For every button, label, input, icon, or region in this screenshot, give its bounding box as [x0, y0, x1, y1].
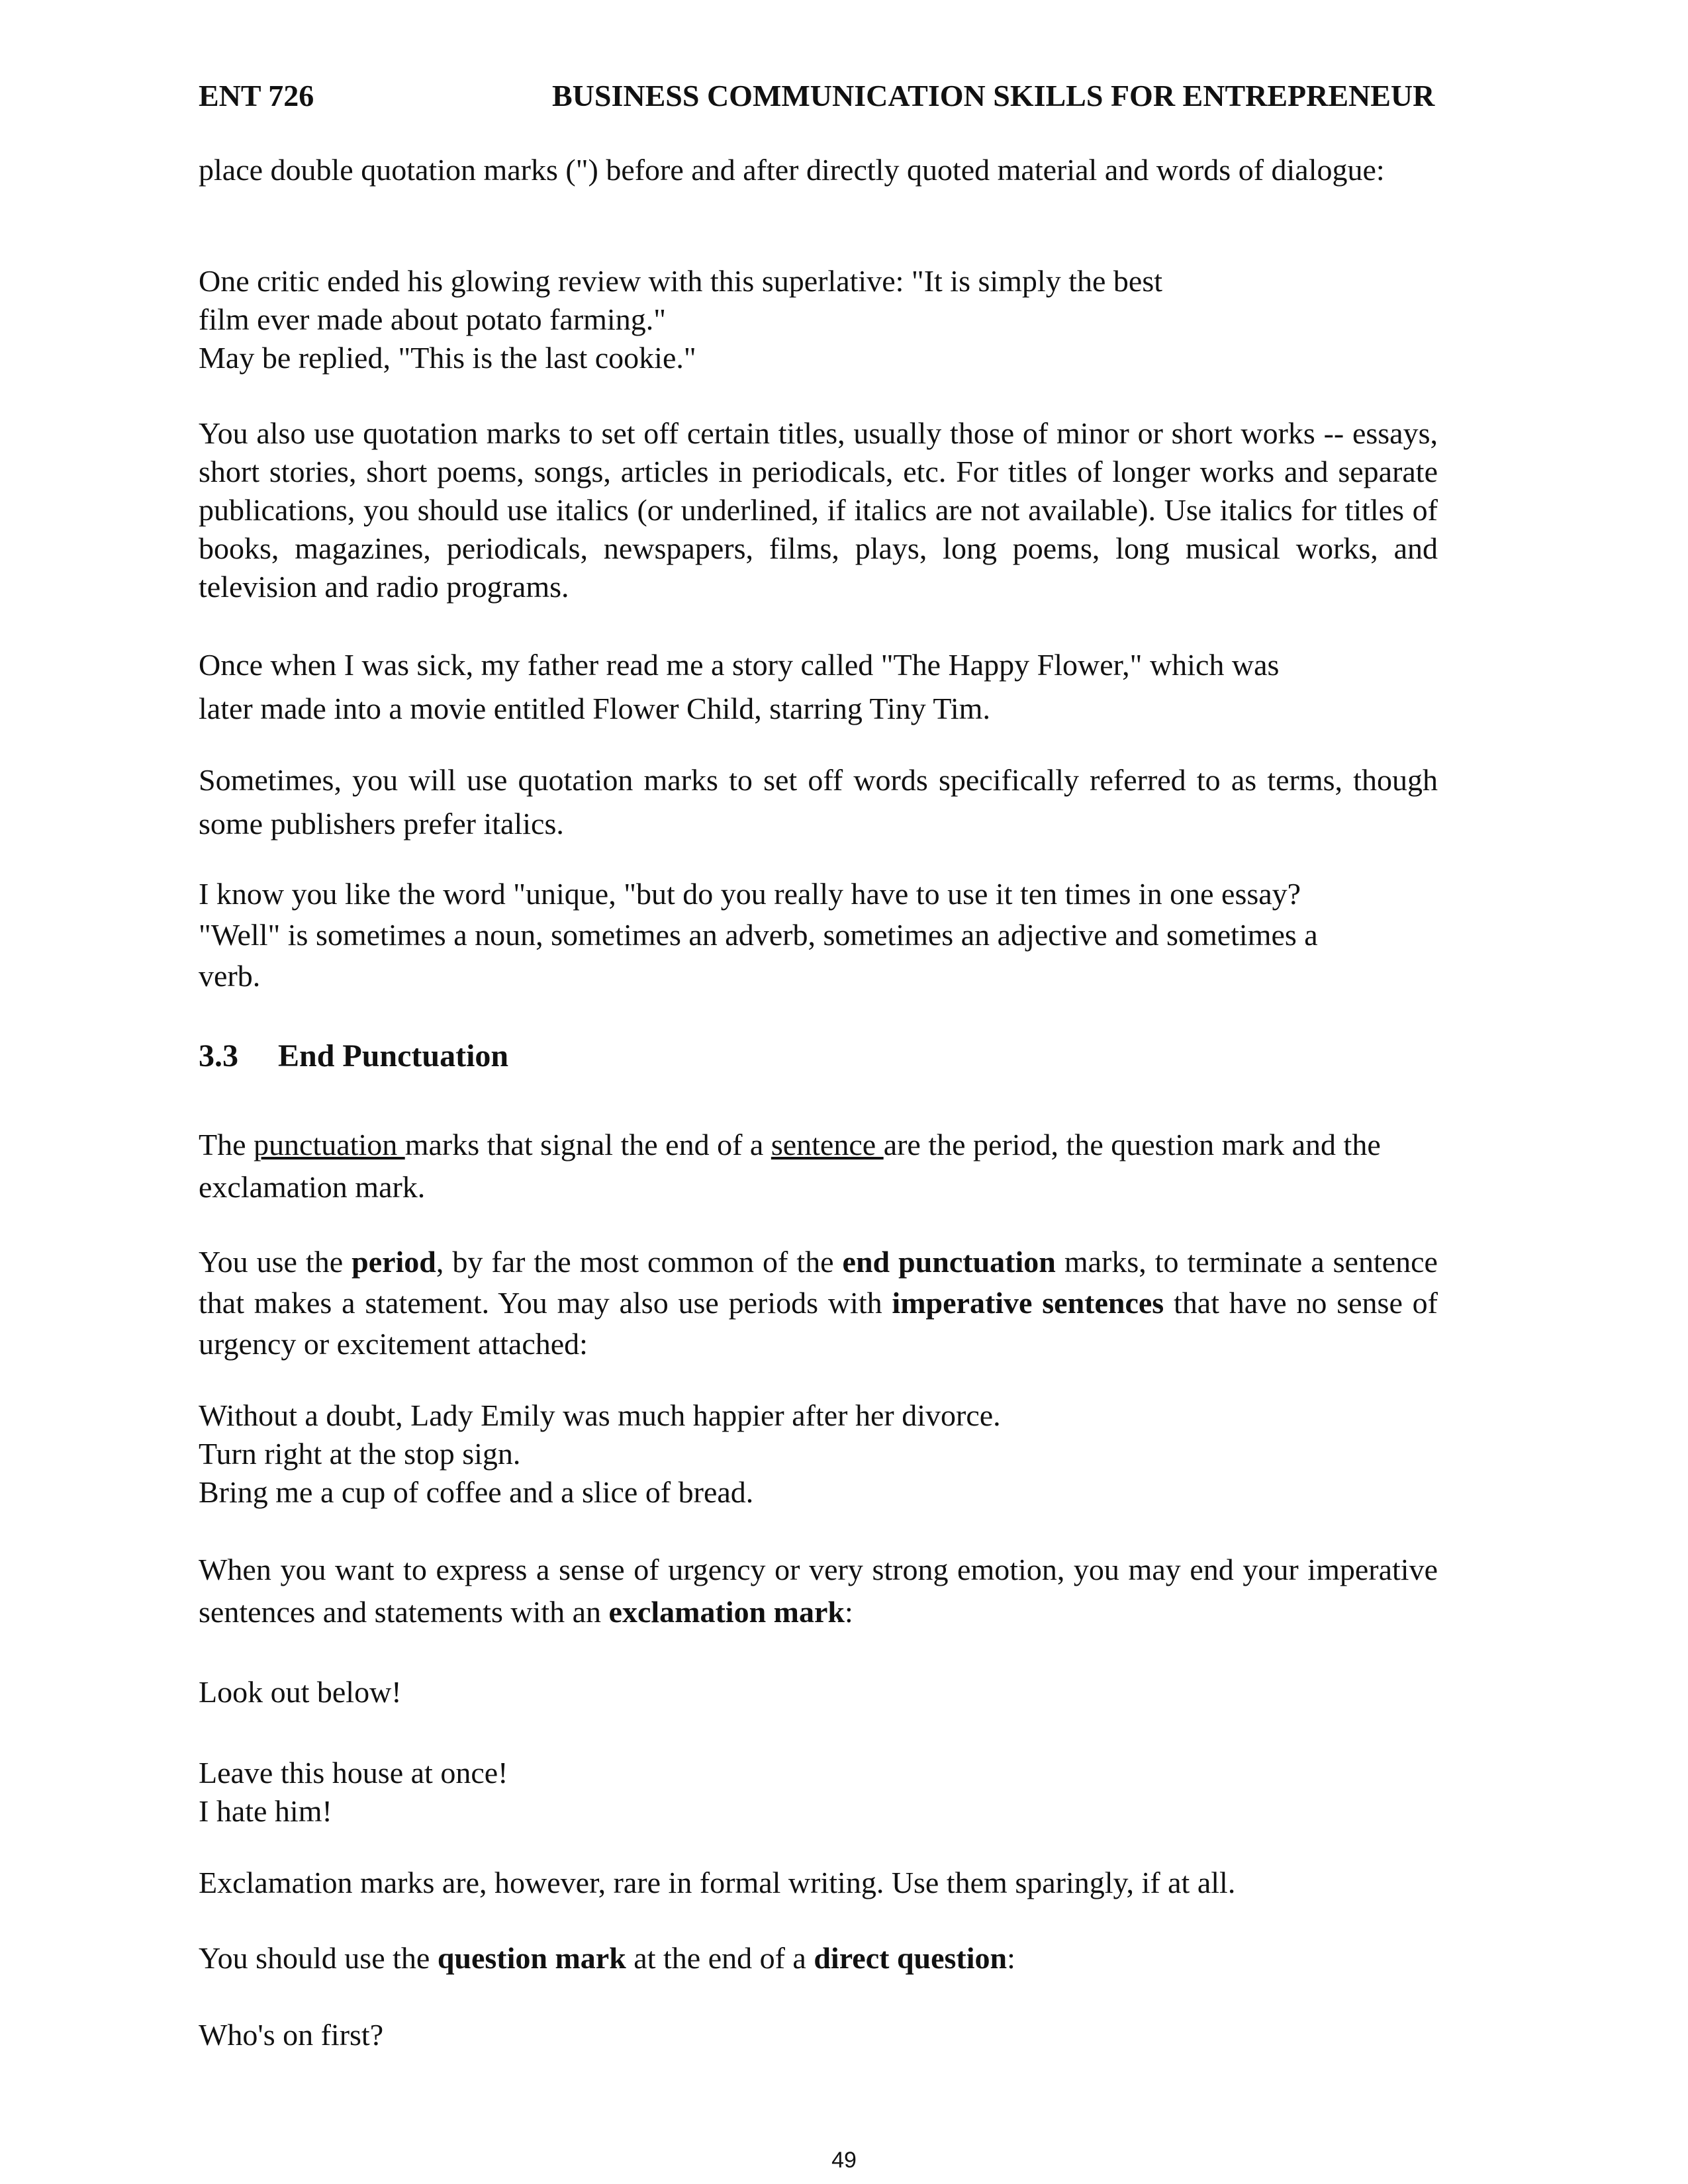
term-imperative-sentences: imperative sentences [892, 1286, 1164, 1320]
example-line: "Well" is sometimes a noun, sometimes an adverb, sometimes an adjective and sometimes a [199, 918, 1318, 952]
example-line: verb. [199, 959, 261, 993]
exclamation-example: Look out below! [199, 1675, 402, 1709]
text-run: : [844, 1595, 853, 1629]
text-run: , by far the most common of the [436, 1245, 843, 1279]
example-line: Once when I was sick, my father read me a story called "The Happy Flower," which was [199, 648, 1280, 682]
text-run: You use the [199, 1245, 352, 1279]
term-exclamation-mark: exclamation mark [608, 1595, 845, 1629]
titles-paragraph: You also use quotation marks to set off certain titles, usually those of minor or short works -- essays, short stories, short poems, songs, articles in periodicals, etc. For titles of longer works and separate publications, you should use italics (or underlined, if italics are not available). Use italics for titles of books, magazines, periodicals, newspapers, films, plays, long poems, long musical works, and television and radio programs. [199, 416, 1438, 604]
page-number: 49 [831, 2148, 857, 2173]
example-line: I hate him! [199, 1794, 332, 1828]
course-code: ENT 726 [199, 79, 314, 113]
section-title: End Punctuation [278, 1038, 509, 1073]
term-end-punctuation: end punctuation [842, 1245, 1056, 1279]
text-run: : [1007, 1941, 1015, 1975]
quote-example-block [199, 262, 1438, 377]
term-direct-question: direct question [814, 1941, 1008, 1975]
section-number: 3.3 [199, 1038, 238, 1073]
question-example: Who's on first? [199, 2018, 384, 2052]
text-run: When you want to express a sense of urgency or very strong emotion, you may end your imperative sentences and statements with an [199, 1553, 1438, 1629]
text-run: You should use the [199, 1941, 438, 1975]
example-line: film ever made about potato farming." [199, 302, 666, 336]
terms-example-block [199, 874, 1438, 997]
example-line: One critic ended his glowing review with this superlative: "It is simply the best [199, 264, 1163, 298]
intro-paragraph: place double quotation marks (") before and after directly quoted material and words of dialogue: [199, 153, 1385, 187]
example-line: May be replied, "This is the last cookie." [199, 341, 696, 375]
example-line: Leave this house at once! [199, 1756, 508, 1790]
text-run: marks, to terminate a sentence that makes a statement. You may also use periods with [199, 1245, 1438, 1320]
example-line: Turn right at the stop sign. [199, 1437, 521, 1471]
title-example-block [199, 643, 1438, 731]
example-line: later made into a movie entitled Flower Child, starring Tiny Tim. [199, 692, 990, 725]
text-run: marks that signal the end of a [404, 1128, 771, 1161]
text-run: that have no sense of urgency or excitement attached: [199, 1286, 1438, 1361]
term-question-mark: question mark [437, 1941, 626, 1975]
sentence-link[interactable]: sentence [771, 1128, 884, 1161]
course-title: BUSINESS COMMUNICATION SKILLS FOR ENTREPRENEUR [552, 79, 1435, 113]
term-period: period [352, 1245, 436, 1279]
exclamation-example-block [199, 1754, 1438, 1831]
punctuation-link[interactable]: punctuation [254, 1128, 405, 1161]
example-line: I know you like the word "unique, "but do you really have to use it ten times in one essay? [199, 877, 1301, 911]
example-line: Without a doubt, Lady Emily was much happier after her divorce. [199, 1398, 1001, 1432]
terms-paragraph: Sometimes, you will use quotation marks to set off words specifically referred to as terms, though some publishers prefer italics. [199, 763, 1438, 841]
period-example-block [199, 1396, 1438, 1512]
exclamation-paragraph [199, 1549, 1438, 1633]
text-run: are the period, the question mark and the exclamation mark. [199, 1128, 1381, 1204]
period-paragraph [199, 1242, 1438, 1365]
question-mark-paragraph [199, 1939, 1438, 1978]
formal-writing-note: Exclamation marks are, however, rare in formal writing. Use them sparingly, if at all. [199, 1866, 1236, 1899]
text-run: The [199, 1128, 254, 1161]
text-run: at the end of a [626, 1941, 814, 1975]
example-line: Bring me a cup of coffee and a slice of bread. [199, 1475, 754, 1509]
end-punctuation-paragraph [199, 1124, 1438, 1208]
